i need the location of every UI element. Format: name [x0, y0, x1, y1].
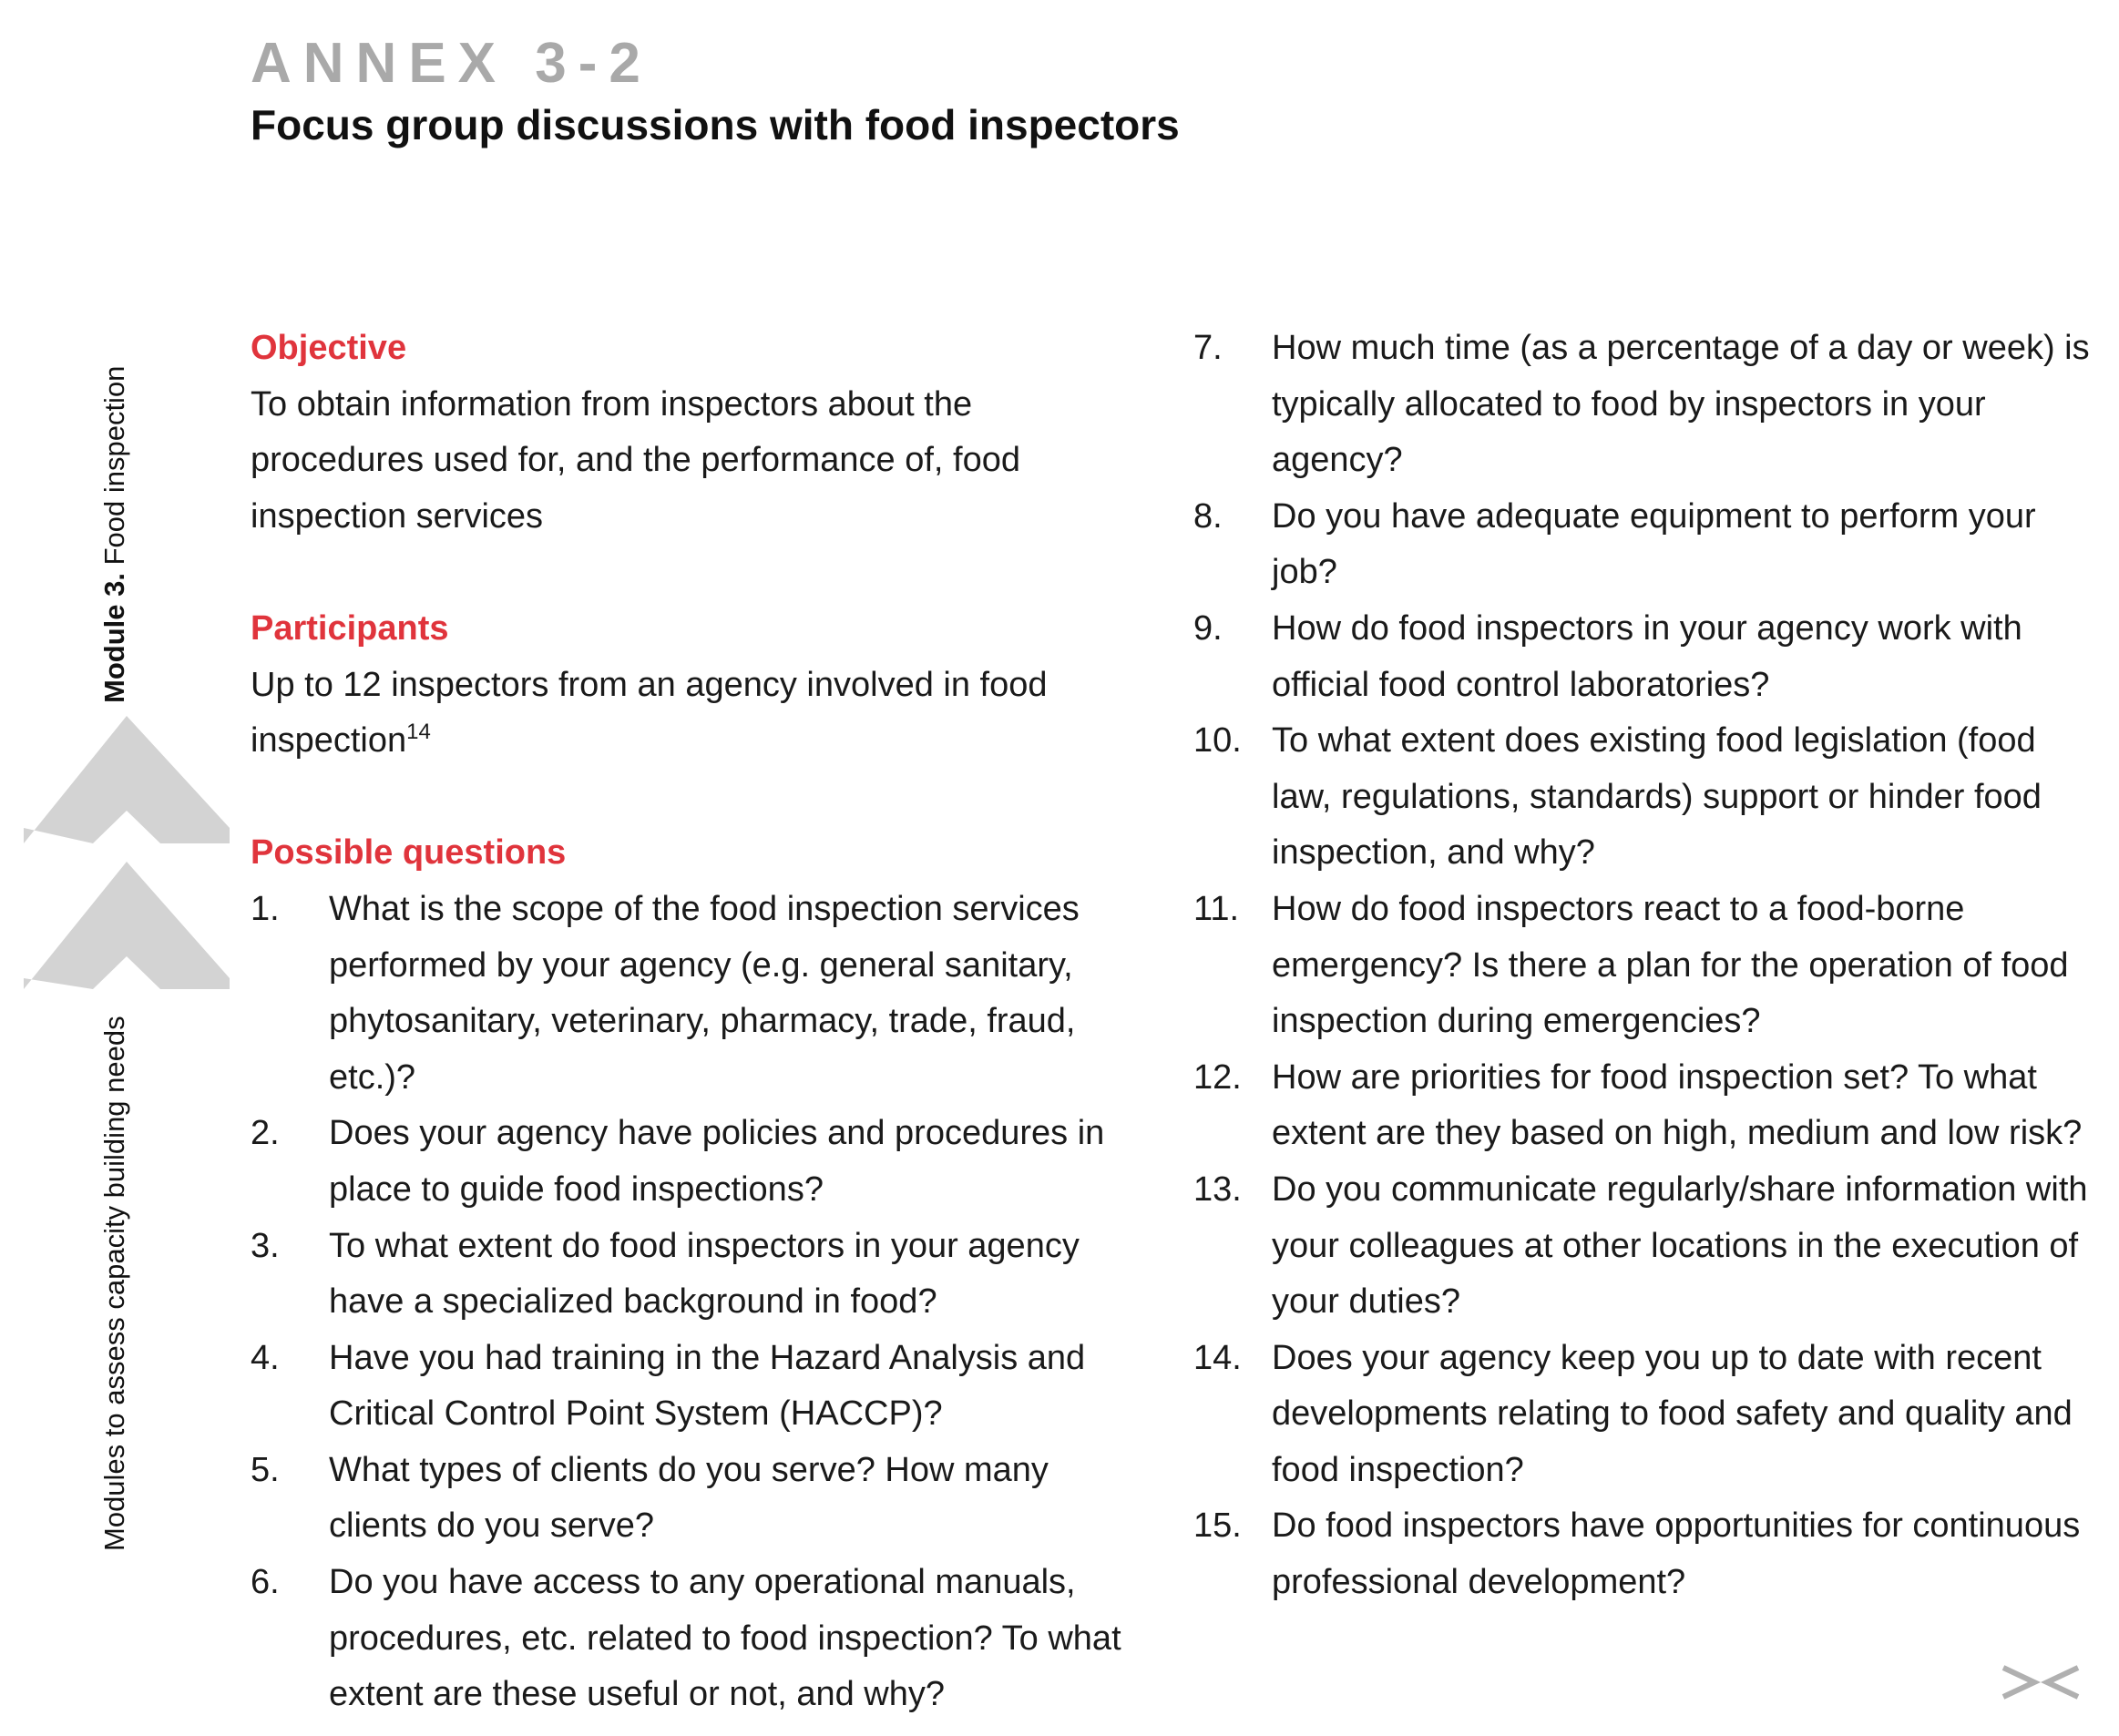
chevron-up-upper-icon — [24, 716, 230, 843]
list-item — [251, 882, 1148, 1106]
questions-heading: Possible questions — [251, 833, 567, 873]
list-item-text: How much time (as a percentage of a day or week) is typically allocated to food by inspectors in your agency? — [1272, 329, 2090, 480]
side-tab-module[interactable] — [98, 366, 131, 703]
list-item — [251, 1219, 1148, 1331]
list-item-number: 11. — [1193, 889, 1240, 928]
participants-text — [251, 658, 1148, 770]
participants-heading: Participants — [251, 608, 449, 648]
list-item-number: 1. — [251, 889, 280, 928]
list-item — [251, 1443, 1148, 1555]
annex-label: ANNEX 3-2 — [251, 32, 652, 95]
list-item-text: What is the scope of the food inspection services performed by your agency (e.g. general sanitary, phytosanitary, veterinary, pharmacy, trade, fraud, etc.)? — [329, 889, 1080, 1097]
footnote-ref[interactable]: 14 — [406, 720, 431, 745]
list-item-text: How do food inspectors in your agency work with official food control laboratories? — [1272, 608, 2022, 704]
list-item-text: What types of clients do you serve? How many clients do you serve? — [329, 1450, 1049, 1546]
objective-heading: Objective — [251, 329, 407, 367]
list-item — [1193, 489, 2104, 601]
list-item — [251, 1331, 1148, 1443]
list-item-number: 14. — [1193, 1338, 1242, 1377]
list-item — [1193, 1162, 2104, 1331]
page-nav-arrows-icon[interactable] — [2000, 1662, 2082, 1702]
list-item-text: Do you communicate regularly/share information with your colleagues at other locations in the execution of your duties? — [1272, 1169, 2088, 1322]
side-tab-module-number: Module 3. — [98, 573, 130, 703]
list-item-text: Do you have access to any operational manuals, procedures, etc. related to food inspection? To what extent are these useful or not, and why? — [329, 1563, 1121, 1714]
list-item-text: How do food inspectors react to a food-borne emergency? Is there a plan for the operation of food inspection during emergencies? — [1272, 889, 2069, 1041]
list-item-text: How are priorities for food inspection set? To what extent are they based on high, medium and low risk? — [1272, 1057, 2083, 1153]
list-item-number: 4. — [251, 1338, 280, 1377]
list-item-text: To what extent does existing food legislation (food law, regulations, standards) support or hinder food inspection, and why? — [1272, 721, 2042, 873]
list-item-number: 8. — [1193, 496, 1223, 536]
list-item — [1193, 713, 2104, 882]
list-item-text: Do you have adequate equipment to perform your job? — [1272, 496, 2036, 592]
objective-text: To obtain information from inspectors about the procedures used for, and the performance of, food inspection services — [251, 384, 1020, 536]
list-item — [1193, 601, 2104, 713]
list-item-text: Does your agency have policies and procedures in place to guide food inspections? — [329, 1114, 1105, 1209]
list-item — [251, 1106, 1148, 1218]
list-item — [1193, 1050, 2104, 1162]
nav-back-icon — [2047, 1668, 2078, 1697]
list-item-number: 13. — [1193, 1169, 1242, 1209]
list-item-number: 12. — [1193, 1057, 1242, 1097]
participants-body: Up to 12 inspectors from an agency involved in food inspection — [251, 665, 1048, 761]
list-item-number: 7. — [1193, 329, 1223, 367]
list-item-number: 3. — [251, 1226, 280, 1265]
right-column — [1193, 321, 2104, 1611]
side-tab-module-name: Food inspection — [98, 365, 130, 574]
side-tab-series[interactable]: Modules to assess capacity building needs — [98, 1016, 130, 1551]
list-item-number: 5. — [251, 1450, 280, 1489]
list-item — [1193, 1331, 2104, 1499]
list-item-text: To what extent do food inspectors in your agency have a specialized background in food? — [329, 1226, 1080, 1322]
list-item-number: 6. — [251, 1563, 280, 1602]
chevron-up-lower-icon — [24, 862, 230, 989]
list-item-number: 15. — [1193, 1506, 1242, 1546]
list-item-text: Do food inspectors have opportunities for continuous professional development? — [1272, 1506, 2081, 1602]
list-item — [251, 1555, 1148, 1723]
list-item-number: 2. — [251, 1114, 280, 1153]
list-item-text: Have you had training in the Hazard Analysis and Critical Control Point System (HACCP)? — [329, 1338, 1086, 1434]
list-item — [1193, 882, 2104, 1050]
left-column — [251, 321, 1148, 1723]
nav-forward-icon — [2003, 1668, 2034, 1697]
list-item-number: 9. — [1193, 608, 1223, 648]
page-title: Focus group discussions with food inspectors — [251, 101, 1180, 148]
list-item-text: Does your agency keep you up to date with recent developments relating to food safety and quality and food inspection? — [1272, 1338, 2073, 1489]
list-item — [1193, 321, 2104, 489]
list-item — [1193, 1498, 2104, 1610]
chevron-up-icon[interactable] — [24, 716, 230, 989]
list-item-number: 10. — [1193, 721, 1242, 761]
